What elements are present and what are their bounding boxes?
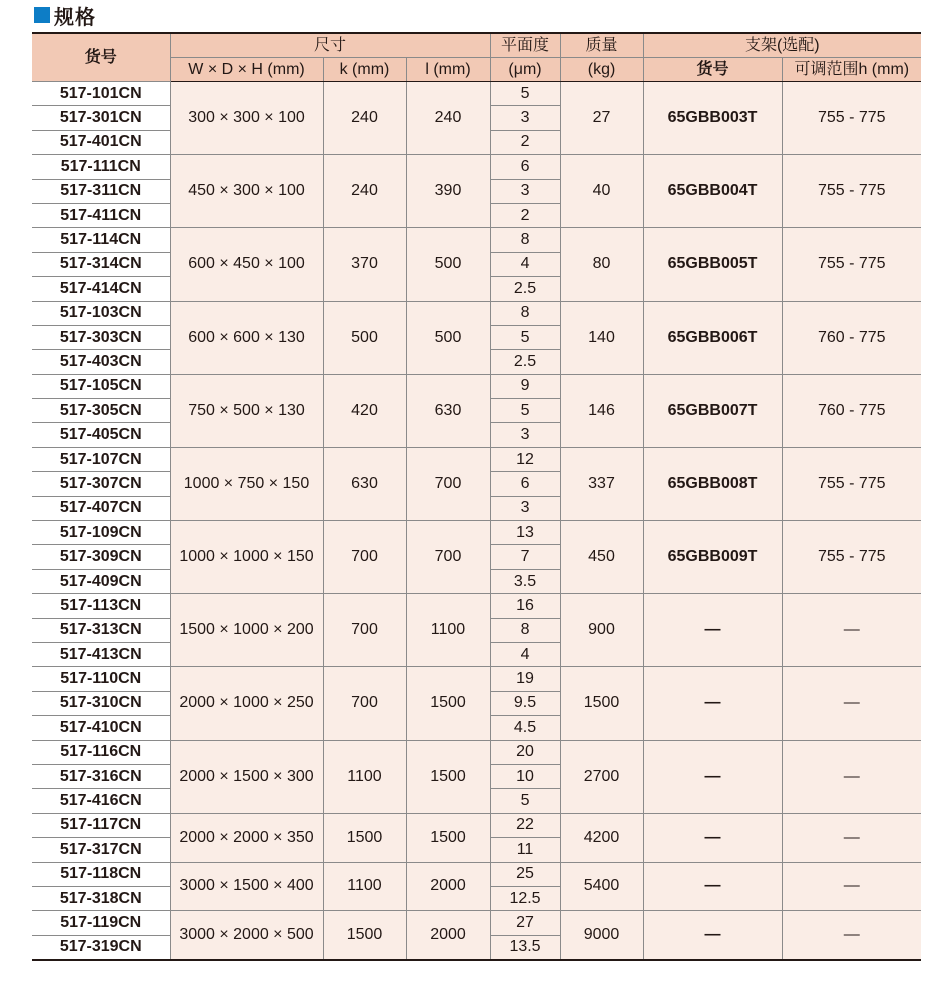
stand-range-cell: — (782, 911, 921, 960)
flatness-cell: 5 (490, 789, 560, 813)
flatness-cell: 6 (490, 155, 560, 179)
stand-range-cell: 755 - 775 (782, 521, 921, 594)
k-cell: 240 (323, 82, 406, 155)
header-l: l (mm) (406, 58, 490, 82)
part-number-cell: 517-107CN (32, 447, 170, 471)
table-row (32, 862, 921, 886)
table-row (32, 301, 921, 325)
dimensions-cell: 750 × 500 × 130 (170, 374, 323, 447)
flatness-cell: 9.5 (490, 691, 560, 715)
part-number-cell: 517-313CN (32, 618, 170, 642)
flatness-cell: 5 (490, 399, 560, 423)
stand-part-number-cell: — (643, 740, 782, 813)
flatness-cell: 27 (490, 911, 560, 935)
table-row (32, 374, 921, 398)
dimensions-cell: 450 × 300 × 100 (170, 155, 323, 228)
k-cell: 1500 (323, 911, 406, 960)
header-wdh: W × D × H (mm) (170, 58, 323, 82)
flatness-cell: 6 (490, 472, 560, 496)
table-row (32, 740, 921, 764)
l-cell: 2000 (406, 862, 490, 911)
mass-cell: 450 (560, 521, 643, 594)
mass-cell: 337 (560, 447, 643, 520)
stand-part-number-cell: — (643, 594, 782, 667)
part-number-cell: 517-311CN (32, 179, 170, 203)
mass-cell: 140 (560, 301, 643, 374)
mass-cell: 27 (560, 82, 643, 155)
stand-part-number-cell: 65GBB009T (643, 521, 782, 594)
header-flatness-unit: (μm) (490, 58, 560, 82)
dimensions-cell: 1000 × 1000 × 150 (170, 521, 323, 594)
flatness-cell: 5 (490, 325, 560, 349)
header-dimensions: 尺寸 (170, 33, 490, 58)
part-number-cell: 517-414CN (32, 277, 170, 301)
part-number-cell: 517-307CN (32, 472, 170, 496)
part-number-cell: 517-119CN (32, 911, 170, 935)
mass-cell: 900 (560, 594, 643, 667)
header-stand-no: 货号 (643, 58, 782, 82)
part-number-cell: 517-405CN (32, 423, 170, 447)
flatness-cell: 4 (490, 252, 560, 276)
flatness-cell: 12 (490, 447, 560, 471)
stand-range-cell: — (782, 862, 921, 911)
mass-cell: 2700 (560, 740, 643, 813)
part-number-cell: 517-303CN (32, 325, 170, 349)
flatness-cell: 12.5 (490, 886, 560, 910)
dimensions-cell: 3000 × 2000 × 500 (170, 911, 323, 960)
dimensions-cell: 600 × 450 × 100 (170, 228, 323, 301)
stand-part-number-cell: — (643, 911, 782, 960)
l-cell: 2000 (406, 911, 490, 960)
stand-range-cell: 755 - 775 (782, 82, 921, 155)
table-row (32, 82, 921, 106)
flatness-cell: 16 (490, 594, 560, 618)
part-number-cell: 517-116CN (32, 740, 170, 764)
k-cell: 1100 (323, 740, 406, 813)
flatness-cell: 4 (490, 642, 560, 666)
flatness-cell: 5 (490, 82, 560, 106)
mass-cell: 5400 (560, 862, 643, 911)
l-cell: 700 (406, 521, 490, 594)
header-stand-range: 可调范围h (mm) (782, 58, 921, 82)
stand-range-cell: — (782, 740, 921, 813)
spec-table (32, 32, 921, 961)
part-number-cell: 517-416CN (32, 789, 170, 813)
flatness-cell: 8 (490, 228, 560, 252)
table-row (32, 667, 921, 691)
flatness-cell: 10 (490, 764, 560, 788)
part-number-cell: 517-114CN (32, 228, 170, 252)
part-number-cell: 517-411CN (32, 203, 170, 227)
stand-range-cell: 760 - 775 (782, 374, 921, 447)
header-flatness: 平面度 (490, 33, 560, 58)
stand-part-number-cell: — (643, 813, 782, 862)
header-k: k (mm) (323, 58, 406, 82)
l-cell: 500 (406, 228, 490, 301)
part-number-cell: 517-309CN (32, 545, 170, 569)
dimensions-cell: 300 × 300 × 100 (170, 82, 323, 155)
stand-range-cell: — (782, 813, 921, 862)
section-title-text: 规格 (54, 6, 96, 29)
part-number-cell: 517-110CN (32, 667, 170, 691)
part-number-cell: 517-314CN (32, 252, 170, 276)
dimensions-cell: 3000 × 1500 × 400 (170, 862, 323, 911)
table-row (32, 228, 921, 252)
stand-part-number-cell: — (643, 667, 782, 740)
l-cell: 1500 (406, 813, 490, 862)
mass-cell: 1500 (560, 667, 643, 740)
k-cell: 700 (323, 521, 406, 594)
part-number-cell: 517-101CN (32, 82, 170, 106)
mass-cell: 146 (560, 374, 643, 447)
part-number-cell: 517-113CN (32, 594, 170, 618)
stand-part-number-cell: 65GBB003T (643, 82, 782, 155)
stand-part-number-cell: 65GBB005T (643, 228, 782, 301)
l-cell: 630 (406, 374, 490, 447)
mass-cell: 9000 (560, 911, 643, 960)
stand-range-cell: 760 - 775 (782, 301, 921, 374)
flatness-cell: 13.5 (490, 935, 560, 960)
stand-part-number-cell: 65GBB007T (643, 374, 782, 447)
dimensions-cell: 2000 × 1000 × 250 (170, 667, 323, 740)
flatness-cell: 11 (490, 838, 560, 862)
table-row (32, 594, 921, 618)
part-number-cell: 517-105CN (32, 374, 170, 398)
dimensions-cell: 2000 × 1500 × 300 (170, 740, 323, 813)
part-number-cell: 517-305CN (32, 399, 170, 423)
table-row (32, 813, 921, 837)
part-number-cell: 517-317CN (32, 838, 170, 862)
k-cell: 420 (323, 374, 406, 447)
flatness-cell: 3 (490, 496, 560, 520)
stand-part-number-cell: 65GBB006T (643, 301, 782, 374)
flatness-cell: 22 (490, 813, 560, 837)
flatness-cell: 7 (490, 545, 560, 569)
header-mass: 质量 (560, 33, 643, 58)
stand-range-cell: — (782, 594, 921, 667)
table-row (32, 447, 921, 471)
l-cell: 1500 (406, 667, 490, 740)
l-cell: 390 (406, 155, 490, 228)
dimensions-cell: 1000 × 750 × 150 (170, 447, 323, 520)
blue-square-icon (34, 7, 50, 23)
part-number-cell: 517-318CN (32, 886, 170, 910)
flatness-cell: 20 (490, 740, 560, 764)
flatness-cell: 13 (490, 521, 560, 545)
stand-part-number-cell: 65GBB008T (643, 447, 782, 520)
k-cell: 1100 (323, 862, 406, 911)
k-cell: 370 (323, 228, 406, 301)
mass-cell: 80 (560, 228, 643, 301)
table-row (32, 521, 921, 545)
part-number-cell: 517-413CN (32, 642, 170, 666)
k-cell: 700 (323, 594, 406, 667)
k-cell: 240 (323, 155, 406, 228)
dimensions-cell: 2000 × 2000 × 350 (170, 813, 323, 862)
dimensions-cell: 1500 × 1000 × 200 (170, 594, 323, 667)
part-number-cell: 517-109CN (32, 521, 170, 545)
flatness-cell: 2.5 (490, 277, 560, 301)
flatness-cell: 3.5 (490, 569, 560, 593)
flatness-cell: 9 (490, 374, 560, 398)
flatness-cell: 3 (490, 423, 560, 447)
stand-range-cell: — (782, 667, 921, 740)
flatness-cell: 19 (490, 667, 560, 691)
part-number-cell: 517-118CN (32, 862, 170, 886)
part-number-cell: 517-111CN (32, 155, 170, 179)
flatness-cell: 3 (490, 179, 560, 203)
table-row (32, 911, 921, 935)
section-title (34, 0, 96, 30)
stand-range-cell: 755 - 775 (782, 228, 921, 301)
part-number-cell: 517-103CN (32, 301, 170, 325)
k-cell: 700 (323, 667, 406, 740)
flatness-cell: 4.5 (490, 716, 560, 740)
part-number-cell: 517-410CN (32, 716, 170, 740)
part-number-cell: 517-401CN (32, 130, 170, 154)
part-number-cell: 517-319CN (32, 935, 170, 960)
header-part-no: 货号 (32, 33, 170, 82)
part-number-cell: 517-403CN (32, 350, 170, 374)
flatness-cell: 3 (490, 106, 560, 130)
k-cell: 1500 (323, 813, 406, 862)
flatness-cell: 25 (490, 862, 560, 886)
spec-table-body (32, 82, 921, 961)
flatness-cell: 8 (490, 618, 560, 642)
flatness-cell: 8 (490, 301, 560, 325)
k-cell: 630 (323, 447, 406, 520)
flatness-cell: 2 (490, 203, 560, 227)
header-stand: 支架(选配) (643, 33, 921, 58)
part-number-cell: 517-117CN (32, 813, 170, 837)
l-cell: 240 (406, 82, 490, 155)
stand-range-cell: 755 - 775 (782, 155, 921, 228)
flatness-cell: 2 (490, 130, 560, 154)
l-cell: 500 (406, 301, 490, 374)
part-number-cell: 517-310CN (32, 691, 170, 715)
stand-part-number-cell: — (643, 862, 782, 911)
part-number-cell: 517-409CN (32, 569, 170, 593)
l-cell: 1100 (406, 594, 490, 667)
header-mass-unit: (kg) (560, 58, 643, 82)
flatness-cell: 2.5 (490, 350, 560, 374)
part-number-cell: 517-316CN (32, 764, 170, 788)
stand-range-cell: 755 - 775 (782, 447, 921, 520)
part-number-cell: 517-407CN (32, 496, 170, 520)
mass-cell: 40 (560, 155, 643, 228)
mass-cell: 4200 (560, 813, 643, 862)
l-cell: 700 (406, 447, 490, 520)
table-row (32, 155, 921, 179)
stand-part-number-cell: 65GBB004T (643, 155, 782, 228)
l-cell: 1500 (406, 740, 490, 813)
k-cell: 500 (323, 301, 406, 374)
part-number-cell: 517-301CN (32, 106, 170, 130)
dimensions-cell: 600 × 600 × 130 (170, 301, 323, 374)
